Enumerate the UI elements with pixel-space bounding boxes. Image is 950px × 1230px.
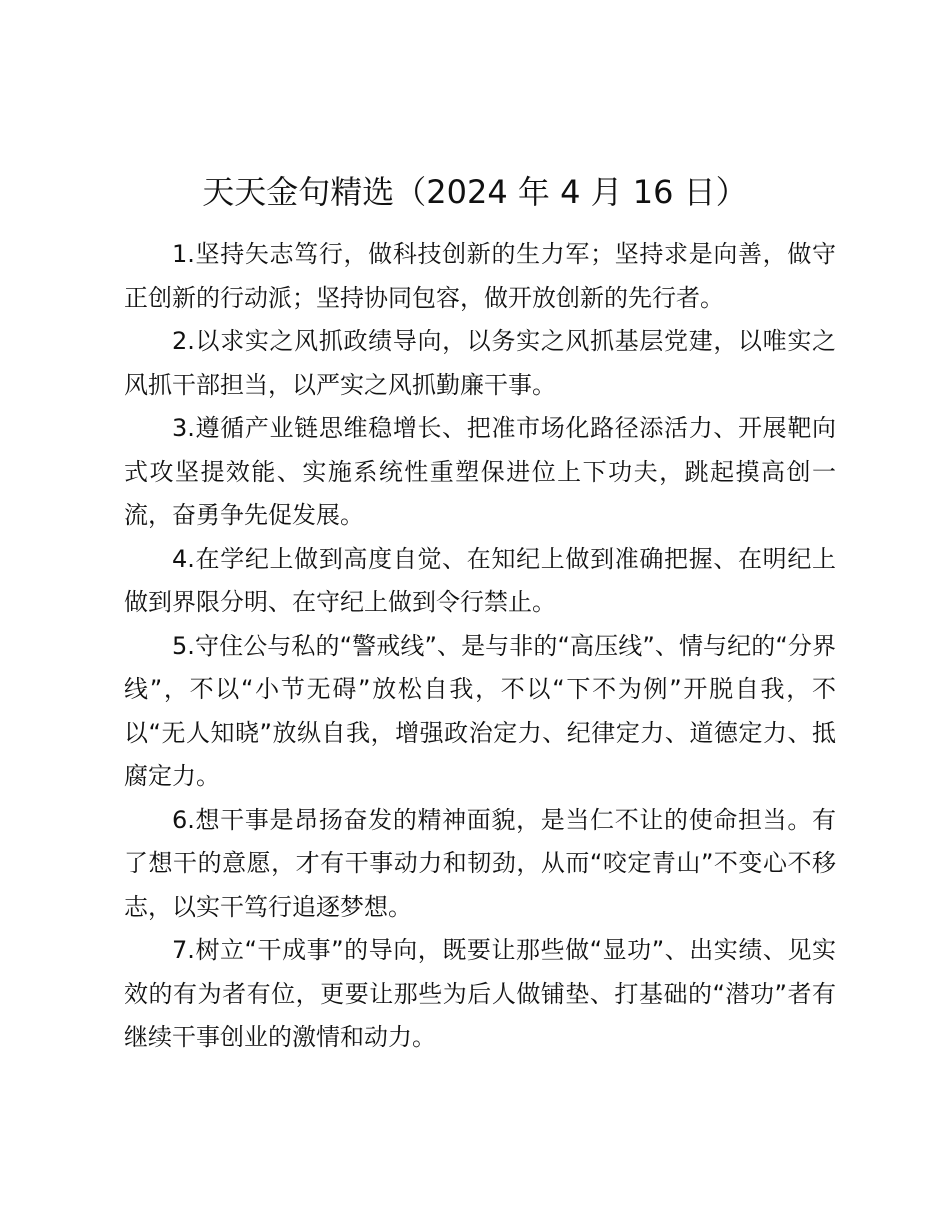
paragraph-5: 5.守住公与私的“警戒线”、是与非的“高压线”、情与纪的“分界线”，不以“小节无碍”放松自我，不以“下不为例”开脱自我，不以“无人知晓”放纵自我，增强政治定力、纪律定力、道德定力、抵腐定力。 [124, 631, 836, 790]
document-title: 天天金句精选（2024 年 4 月 16 日） [202, 173, 748, 211]
paragraph-1: 1.坚持矢志笃行，做科技创新的生力军；坚持求是向善，做守正创新的行动派；坚持协同包容，做开放创新的先行者。 [124, 240, 836, 312]
document-body [124, 233, 836, 1060]
paragraph-7: 7.树立“干成事”的导向，既要让那些做“显功”、出实绩、见实效的有为者有位，更要让那些为后人做铺垫、打基础的“潜功”者有继续干事创业的激情和动力。 [124, 936, 836, 1051]
paragraph-4: 4.在学纪上做到高度自觉、在知纪上做到准确把握、在明纪上做到界限分明、在守纪上做到令行禁止。 [124, 544, 836, 616]
paragraph-3: 3.遵循产业链思维稳增长、把准市场化路径添活力、开展靶向式攻坚提效能、实施系统性重塑保进位上下功夫，跳起摸高创一流，奋勇争先促发展。 [124, 414, 836, 529]
paragraph-6: 6.想干事是昂扬奋发的精神面貌，是当仁不让的使命担当。有了想干的意愿，才有干事动力和韧劲，从而“咬定青山”不变心不移志，以实干笃行追逐梦想。 [124, 805, 836, 921]
paragraph-2: 2.以求实之风抓政绩导向，以务实之风抓基层党建，以唯实之风抓干部担当，以严实之风抓勤廉干事。 [124, 327, 836, 399]
